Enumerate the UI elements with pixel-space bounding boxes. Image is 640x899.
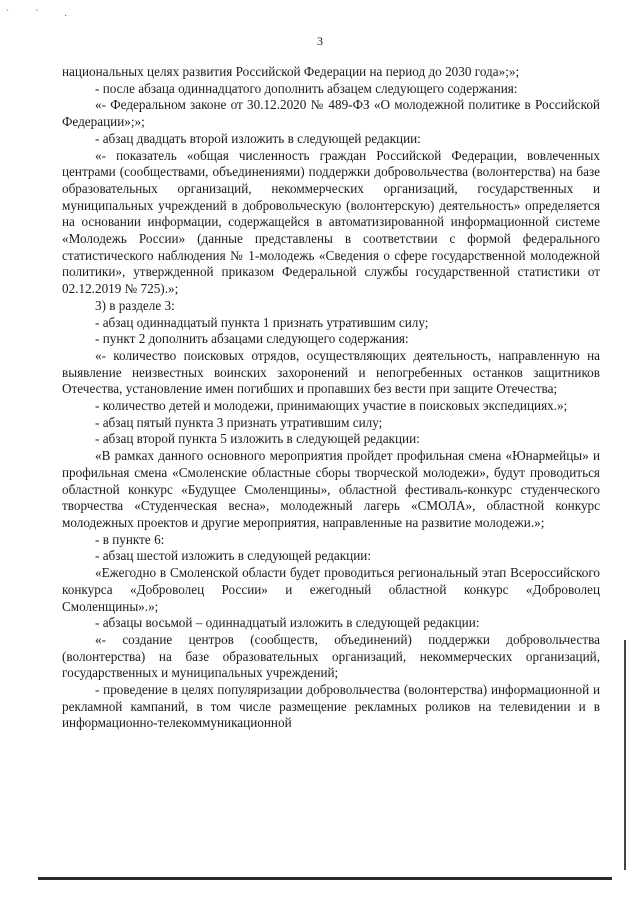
scan-edge-line [624, 640, 626, 870]
paragraph-06: 3) в разделе 3: [95, 297, 175, 313]
paragraph-13: «В рамках данного основного мероприятия пройдет профильная смена «Юнармейцы» и профильная смена «Смоленские областные сборы творческой молодежи», будут проводиться областной конкурс «Будущее Смоленщины», областной фестиваль-конкурс студенческого творчества «Студенческая весна», молодежный лагерь «СМОЛА», областной конкурс молодежных проектов и другие мероприятия, направленные на развитие молодежи.»; [62, 448, 600, 530]
page-number: 3 [317, 34, 323, 48]
document-body [62, 64, 600, 732]
paragraph-12: - абзац второй пункта 5 изложить в следующей редакции: [95, 431, 420, 447]
paragraph-01: национальных целях развития Российской Федерации на период до 2030 года»;»; [62, 64, 520, 79]
paragraph-05: «- показатель «общая численность граждан Российской Федерации, вовлеченных центрами (сообществами, объединениями) поддержки добровольчества (волонтерства) на базе образовательных организаций, некоммерческих организаций, государственных и муниципальных учреждений в добровольческую (волонтерскую) деятельность» определяется на основании информации, содержащейся в автоматизированной информационной системе «Молодежь России» (данные представлены в соответствии с формой федерального статистического наблюдения № 1-молодежь «Сведения о сфере государственной молодежной политики», утвержденной приказом Федеральной службы государственной статистики от 02.12.2019 № 725).»; [62, 147, 600, 297]
paragraph-04: - абзац двадцать второй изложить в следующей редакции: [95, 130, 421, 146]
paragraph-15: - абзац шестой изложить в следующей редакции: [95, 548, 371, 564]
paragraph-07: - абзац одиннадцатый пункта 1 признать утратившим силу; [95, 314, 429, 330]
paragraph-03: «- Федеральном законе от 30.12.2020 № 489-ФЗ «О молодежной политике в Российской Федерации»;»; [62, 97, 600, 130]
paragraph-14: - в пункте 6: [95, 531, 165, 547]
paragraph-18: «- создание центров (сообществ, объединений) поддержки добровольчества (волонтерства) на базе образовательных организаций, некоммерческих организаций, государственных и муниципальных учреждений; [62, 631, 600, 681]
scan-bottom-border [38, 877, 612, 880]
paragraph-08: - пункт 2 дополнить абзацами следующего содержания: [95, 331, 409, 347]
paragraph-09: «- количество поисковых отрядов, осуществляющих деятельность, направленную на выявление неизвестных воинских захоронений и непогребенных останков защитников Отечества, установление имен погибших и пропавших без вести при защите Отечества; [62, 347, 600, 397]
paragraph-16: «Ежегодно в Смоленской области будет проводиться региональный этап Всероссийского конкурса «Доброволец России» и ежегодный областной конкурс «Доброволец Смоленщины».»; [62, 565, 600, 614]
paragraph-10: - количество детей и молодежи, принимающих участие в поисковых экспедициях.»; [95, 398, 568, 414]
scan-artifact-marks: ` ` . [6, 8, 79, 18]
paragraph-19: - проведение в целях популяризации добровольчества (волонтерства) информационной и рекламной кампаний, в том числе размещение рекламных роликов на телевидении и в информационно-телекоммуникационной [62, 682, 600, 731]
paragraph-02: - после абзаца одиннадцатого дополнить абзацем следующего содержания: [95, 80, 518, 96]
paragraph-17: - абзацы восьмой – одиннадцатый изложить в следующей редакции: [95, 615, 480, 631]
paragraph-11: - абзац пятый пункта 3 признать утратившим силу; [95, 414, 383, 430]
